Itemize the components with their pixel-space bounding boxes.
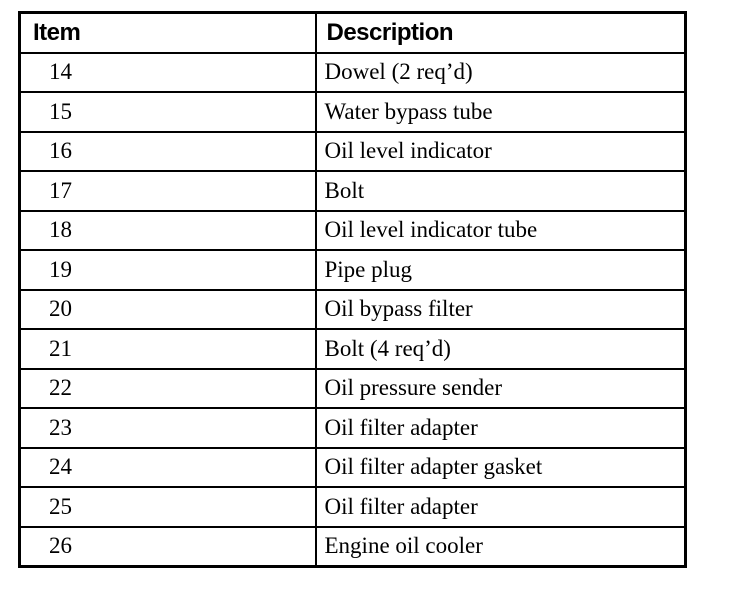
table-row xyxy=(20,171,686,211)
item-description: Oil filter adapter xyxy=(316,487,686,527)
item-description: Oil bypass filter xyxy=(316,290,686,330)
table-row xyxy=(20,329,686,369)
item-description: Oil pressure sender xyxy=(316,369,686,409)
item-number: 19 xyxy=(20,250,316,290)
table-row xyxy=(20,132,686,172)
item-description: Oil level indicator tube xyxy=(316,211,686,251)
header-row xyxy=(20,13,686,53)
table-body xyxy=(20,53,686,567)
parts-table xyxy=(18,11,687,568)
table-row xyxy=(20,369,686,409)
table-row xyxy=(20,487,686,527)
item-description: Bolt (4 req’d) xyxy=(316,329,686,369)
item-description: Oil filter adapter gasket xyxy=(316,448,686,488)
item-number: 17 xyxy=(20,171,316,211)
item-description: Dowel (2 req’d) xyxy=(316,53,686,93)
column-header-item: Item xyxy=(20,13,316,53)
item-number: 23 xyxy=(20,408,316,448)
item-number: 22 xyxy=(20,369,316,409)
table-row xyxy=(20,408,686,448)
column-header-description: Description xyxy=(316,13,686,53)
item-number: 14 xyxy=(20,53,316,93)
item-number: 25 xyxy=(20,487,316,527)
table-row xyxy=(20,448,686,488)
item-number: 18 xyxy=(20,211,316,251)
item-description: Oil level indicator xyxy=(316,132,686,172)
item-description: Engine oil cooler xyxy=(316,527,686,567)
table-row xyxy=(20,290,686,330)
item-number: 16 xyxy=(20,132,316,172)
item-number: 21 xyxy=(20,329,316,369)
item-description: Water bypass tube xyxy=(316,92,686,132)
item-number: 20 xyxy=(20,290,316,330)
item-description: Bolt xyxy=(316,171,686,211)
table-row xyxy=(20,527,686,567)
item-number: 26 xyxy=(20,527,316,567)
item-number: 24 xyxy=(20,448,316,488)
table-row xyxy=(20,53,686,93)
item-description: Oil filter adapter xyxy=(316,408,686,448)
item-number: 15 xyxy=(20,92,316,132)
table-header xyxy=(20,13,686,53)
item-description: Pipe plug xyxy=(316,250,686,290)
table-row xyxy=(20,250,686,290)
table-row xyxy=(20,211,686,251)
table-row xyxy=(20,92,686,132)
